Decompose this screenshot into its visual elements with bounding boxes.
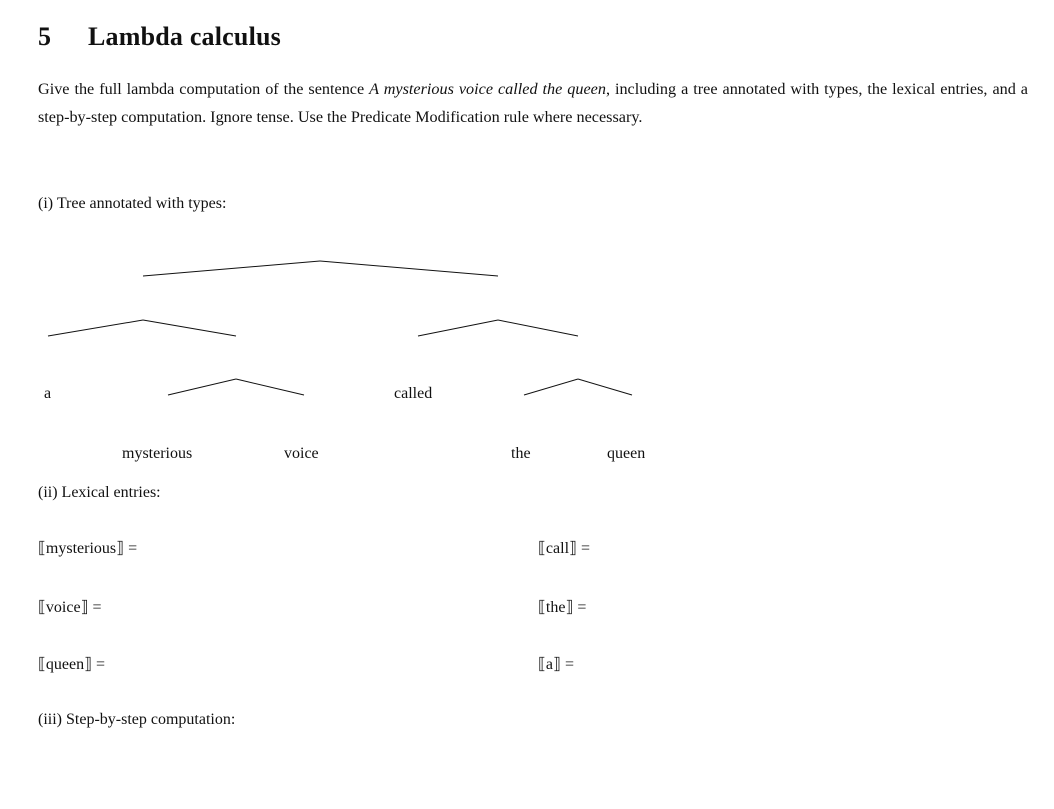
syntax-tree — [0, 240, 720, 440]
lexical-entry-the: ⟦the⟧ = — [538, 599, 587, 616]
branch-obj-right — [578, 379, 632, 395]
section-number: 5 — [38, 22, 52, 51]
part-iii-label: (iii) Step-by-step computation: — [38, 711, 236, 728]
branch-obj-left — [524, 379, 578, 395]
lexical-entry-mysterious: ⟦mysterious⟧ = — [38, 540, 138, 557]
branch-dp-right — [143, 320, 236, 336]
lexical-entry-call: ⟦call⟧ = — [538, 540, 590, 557]
leaf-called: called — [394, 385, 433, 402]
branch-s-left — [143, 261, 320, 276]
section-heading — [38, 22, 281, 52]
part-ii-label: (ii) Lexical entries: — [38, 484, 161, 501]
leaf-the: the — [511, 445, 531, 462]
leaf-mysterious: mysterious — [122, 445, 193, 462]
leaf-a: a — [44, 385, 52, 402]
branch-np-right — [236, 379, 304, 395]
lexical-entry-voice: ⟦voice⟧ = — [38, 599, 102, 616]
lexical-entry-queen: ⟦queen⟧ = — [38, 656, 106, 673]
leaf-voice: voice — [284, 445, 319, 462]
leaf-queen: queen — [607, 445, 646, 462]
branch-np-left — [168, 379, 236, 395]
part-i-label: (i) Tree annotated with types: — [38, 195, 227, 212]
section-title: Lambda calculus — [88, 22, 281, 51]
branch-dp-left — [48, 320, 143, 336]
lexical-entry-a: ⟦a⟧ = — [538, 656, 574, 673]
prompt-sentence: A mysterious voice called the queen — [369, 80, 606, 98]
question-prompt — [38, 75, 1028, 131]
branch-s-right — [320, 261, 498, 276]
branch-vp-right — [498, 320, 578, 336]
branch-vp-left — [418, 320, 498, 336]
prompt-after: , including a tree annotated with types, the lexical entries, and a step-by-step computation. Ignore tense. Use the Predicate Modification rule where necessary. — [38, 80, 1028, 126]
prompt-before: Give the full lambda computation of the sentence — [38, 80, 370, 98]
